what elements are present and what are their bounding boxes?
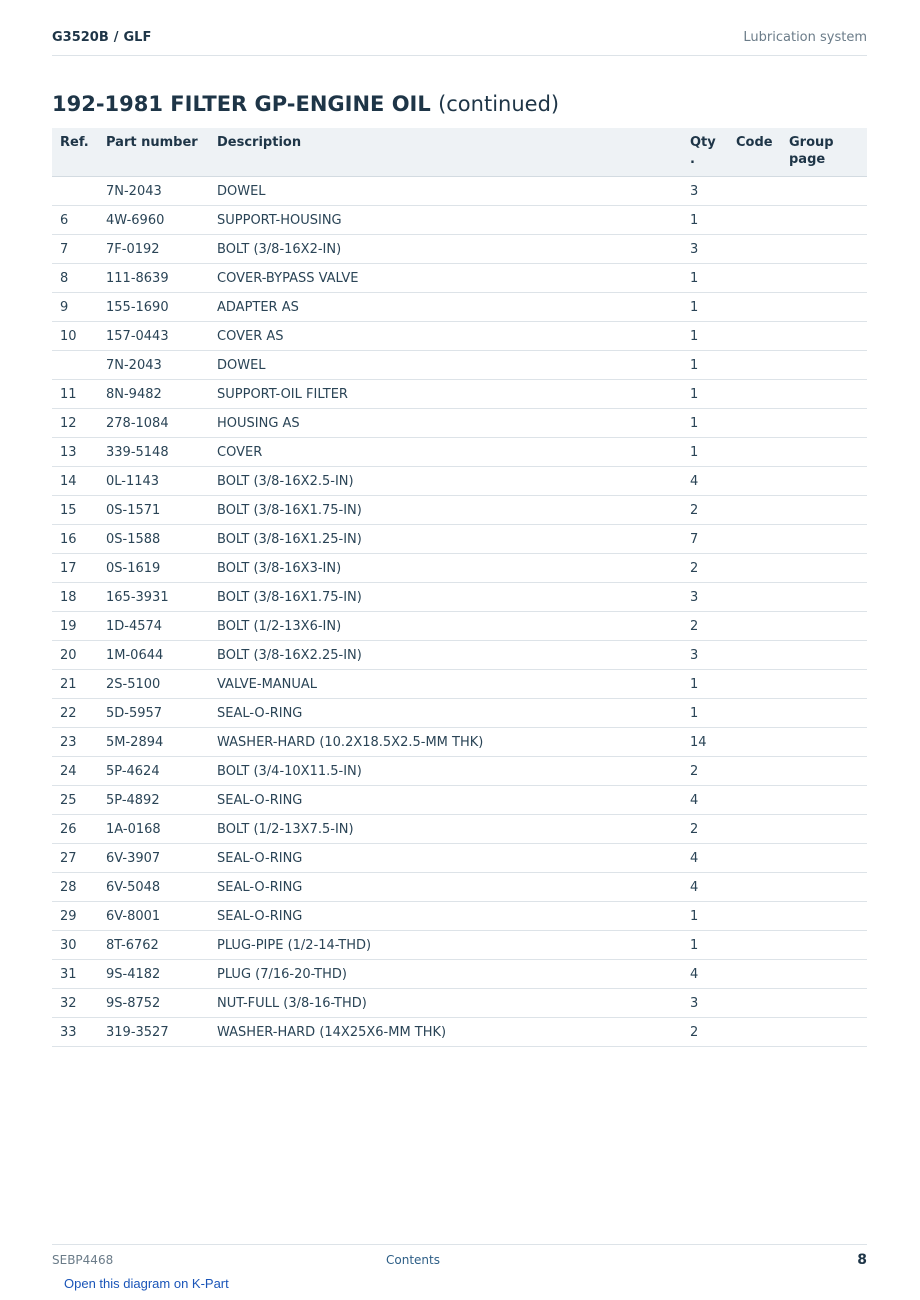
table-row (52, 409, 867, 438)
table-row (52, 525, 867, 554)
page-header (52, 28, 867, 56)
table-row (52, 757, 867, 786)
code-cell (728, 989, 781, 1018)
description-cell: BOLT (3/4-10X11.5-IN) (209, 757, 682, 786)
description-cell: BOLT (1/2-13X7.5-IN) (209, 815, 682, 844)
ref-cell: 23 (52, 728, 98, 757)
description-cell: DOWEL (209, 351, 682, 380)
ref-cell: 32 (52, 989, 98, 1018)
part-number-cell: 1M-0644 (98, 641, 209, 670)
group-page-cell (781, 351, 867, 380)
section-name: Lubrication system (743, 30, 867, 45)
part-number-cell: 9S-4182 (98, 960, 209, 989)
code-cell (728, 554, 781, 583)
qty-cell: 1 (682, 438, 728, 467)
part-number-cell: 5D-5957 (98, 699, 209, 728)
code-cell (728, 380, 781, 409)
description-cell: COVER AS (209, 322, 682, 351)
table-row (52, 380, 867, 409)
ref-cell: 25 (52, 786, 98, 815)
column-header-group-page: Group page (781, 128, 867, 177)
code-cell (728, 641, 781, 670)
group-page-cell (781, 206, 867, 235)
part-number-cell: 5P-4892 (98, 786, 209, 815)
qty-cell: 2 (682, 1018, 728, 1047)
description-cell: SEAL-O-RING (209, 844, 682, 873)
description-cell: WASHER-HARD (10.2X18.5X2.5-MM THK) (209, 728, 682, 757)
code-cell (728, 815, 781, 844)
description-cell: SEAL-O-RING (209, 873, 682, 902)
qty-cell: 3 (682, 583, 728, 612)
description-cell: BOLT (3/8-16X3-IN) (209, 554, 682, 583)
table-row (52, 293, 867, 322)
group-page-cell (781, 554, 867, 583)
description-cell: SEAL-O-RING (209, 902, 682, 931)
column-header-description: Description (209, 128, 682, 177)
group-page-cell (781, 989, 867, 1018)
group-page-cell (781, 467, 867, 496)
column-header-code: Code (728, 128, 781, 177)
qty-cell: 1 (682, 322, 728, 351)
table-row (52, 1018, 867, 1047)
group-page-cell (781, 380, 867, 409)
ref-cell: 13 (52, 438, 98, 467)
code-cell (728, 786, 781, 815)
table-row (52, 699, 867, 728)
table-row (52, 873, 867, 902)
group-page-cell (781, 177, 867, 206)
part-number-cell: 5P-4624 (98, 757, 209, 786)
table-row (52, 235, 867, 264)
code-cell (728, 757, 781, 786)
table-row (52, 670, 867, 699)
ref-cell: 10 (52, 322, 98, 351)
table-row (52, 264, 867, 293)
ref-cell: 26 (52, 815, 98, 844)
description-cell: COVER-BYPASS VALVE (209, 264, 682, 293)
code-cell (728, 206, 781, 235)
table-row (52, 786, 867, 815)
group-page-cell (781, 786, 867, 815)
qty-cell: 7 (682, 525, 728, 554)
group-page-cell (781, 525, 867, 554)
part-number-cell: 6V-3907 (98, 844, 209, 873)
code-cell (728, 931, 781, 960)
ref-cell: 21 (52, 670, 98, 699)
group-page-cell (781, 670, 867, 699)
qty-cell: 4 (682, 467, 728, 496)
part-number-cell: 155-1690 (98, 293, 209, 322)
ref-cell: 33 (52, 1018, 98, 1047)
qty-cell: 4 (682, 873, 728, 902)
description-cell: BOLT (3/8-16X2.5-IN) (209, 467, 682, 496)
model-name: G3520B (52, 30, 109, 45)
table-row (52, 583, 867, 612)
group-page-cell (781, 293, 867, 322)
table-row (52, 177, 867, 206)
qty-cell: 2 (682, 612, 728, 641)
code-cell (728, 960, 781, 989)
table-row (52, 844, 867, 873)
code-cell (728, 409, 781, 438)
qty-cell: 1 (682, 902, 728, 931)
column-header-qty: Qty . (682, 128, 728, 177)
table-row (52, 960, 867, 989)
description-cell: PLUG-PIPE (1/2-14-THD) (209, 931, 682, 960)
group-page-cell (781, 612, 867, 641)
qty-cell: 1 (682, 931, 728, 960)
table-row (52, 496, 867, 525)
qty-cell: 2 (682, 757, 728, 786)
qty-cell: 1 (682, 409, 728, 438)
column-header-part-number: Part number (98, 128, 209, 177)
ref-cell: 11 (52, 380, 98, 409)
page-title-suffix: (continued) (438, 92, 560, 116)
description-cell: PLUG (7/16-20-THD) (209, 960, 682, 989)
table-row (52, 467, 867, 496)
ref-cell: 19 (52, 612, 98, 641)
group-page-cell (781, 1018, 867, 1047)
qty-cell: 1 (682, 293, 728, 322)
table-row (52, 322, 867, 351)
code-cell (728, 699, 781, 728)
table-row (52, 641, 867, 670)
qty-cell: 2 (682, 815, 728, 844)
group-page-cell (781, 409, 867, 438)
table-row (52, 815, 867, 844)
ref-cell: 16 (52, 525, 98, 554)
qty-cell: 2 (682, 496, 728, 525)
part-number-cell: 278-1084 (98, 409, 209, 438)
code-cell (728, 177, 781, 206)
description-cell: BOLT (3/8-16X2-IN) (209, 235, 682, 264)
parts-table-body (52, 177, 867, 1047)
qty-cell: 1 (682, 206, 728, 235)
ref-cell: 20 (52, 641, 98, 670)
qty-cell: 1 (682, 670, 728, 699)
code-cell (728, 728, 781, 757)
part-number-cell: 7N-2043 (98, 177, 209, 206)
code-cell (728, 467, 781, 496)
description-cell: WASHER-HARD (14X25X6-MM THK) (209, 1018, 682, 1047)
page-title (52, 88, 559, 120)
part-number-cell: 0S-1588 (98, 525, 209, 554)
ref-cell: 24 (52, 757, 98, 786)
ref-cell (52, 177, 98, 206)
description-cell: NUT-FULL (3/8-16-THD) (209, 989, 682, 1018)
part-number-cell: 9S-8752 (98, 989, 209, 1018)
group-page-cell (781, 264, 867, 293)
description-cell: DOWEL (209, 177, 682, 206)
code-cell (728, 264, 781, 293)
ref-cell: 18 (52, 583, 98, 612)
group-page-cell (781, 844, 867, 873)
ref-cell: 8 (52, 264, 98, 293)
table-row (52, 206, 867, 235)
qty-cell: 1 (682, 699, 728, 728)
description-cell: ADAPTER AS (209, 293, 682, 322)
ref-cell: 6 (52, 206, 98, 235)
code-cell (728, 844, 781, 873)
group-page-cell (781, 699, 867, 728)
qty-cell: 3 (682, 641, 728, 670)
group-page-cell (781, 728, 867, 757)
qty-cell: 3 (682, 989, 728, 1018)
part-number-cell: 8N-9482 (98, 380, 209, 409)
part-number-cell: 8T-6762 (98, 931, 209, 960)
part-number-cell: 4W-6960 (98, 206, 209, 235)
ref-cell (52, 351, 98, 380)
code-cell (728, 496, 781, 525)
qty-cell: 2 (682, 554, 728, 583)
group-page-cell (781, 902, 867, 931)
part-number-cell: 5M-2894 (98, 728, 209, 757)
part-number-cell: 0S-1571 (98, 496, 209, 525)
part-number-cell: 6V-8001 (98, 902, 209, 931)
description-cell: SEAL-O-RING (209, 786, 682, 815)
code-cell (728, 438, 781, 467)
ref-cell: 30 (52, 931, 98, 960)
ref-cell: 9 (52, 293, 98, 322)
description-cell: BOLT (3/8-16X2.25-IN) (209, 641, 682, 670)
group-page-cell (781, 496, 867, 525)
group-page-cell (781, 931, 867, 960)
ref-cell: 14 (52, 467, 98, 496)
part-number-cell: 111-8639 (98, 264, 209, 293)
ref-cell: 15 (52, 496, 98, 525)
document-code: SEBP4468 (52, 1253, 114, 1267)
description-cell: HOUSING AS (209, 409, 682, 438)
code-cell (728, 322, 781, 351)
part-number-cell: 1A-0168 (98, 815, 209, 844)
ref-cell: 27 (52, 844, 98, 873)
page-number: 8 (857, 1252, 867, 1268)
code-cell (728, 583, 781, 612)
part-number-cell: 6V-5048 (98, 873, 209, 902)
part-number-cell: 157-0443 (98, 322, 209, 351)
ref-cell: 7 (52, 235, 98, 264)
table-row (52, 931, 867, 960)
qty-cell: 4 (682, 786, 728, 815)
model-label (52, 30, 151, 45)
qty-cell: 1 (682, 380, 728, 409)
ref-cell: 12 (52, 409, 98, 438)
description-cell: BOLT (3/8-16X1.75-IN) (209, 583, 682, 612)
part-number-cell: 2S-5100 (98, 670, 209, 699)
ref-cell: 22 (52, 699, 98, 728)
group-page-cell (781, 322, 867, 351)
table-row (52, 728, 867, 757)
description-cell: SEAL-O-RING (209, 699, 682, 728)
code-cell (728, 351, 781, 380)
parts-table (52, 128, 867, 1047)
contents-link[interactable]: Contents (386, 1253, 440, 1267)
ref-cell: 31 (52, 960, 98, 989)
group-page-cell (781, 960, 867, 989)
group-page-cell (781, 438, 867, 467)
qty-cell: 1 (682, 264, 728, 293)
table-row (52, 351, 867, 380)
part-number-cell: 1D-4574 (98, 612, 209, 641)
part-number-cell: 7N-2043 (98, 351, 209, 380)
part-number-cell: 7F-0192 (98, 235, 209, 264)
qty-cell: 3 (682, 235, 728, 264)
open-diagram-kpart-link[interactable]: Open this diagram on K-Part (64, 1276, 229, 1291)
table-row (52, 438, 867, 467)
description-cell: COVER (209, 438, 682, 467)
part-number-cell: 319-3527 (98, 1018, 209, 1047)
description-cell: VALVE-MANUAL (209, 670, 682, 699)
code-cell (728, 902, 781, 931)
ref-cell: 28 (52, 873, 98, 902)
group-page-cell (781, 815, 867, 844)
group-page-cell (781, 757, 867, 786)
page-footer (52, 1244, 867, 1275)
description-cell: BOLT (3/8-16X1.25-IN) (209, 525, 682, 554)
group-page-cell (781, 235, 867, 264)
code-cell (728, 525, 781, 554)
group-page-cell (781, 583, 867, 612)
part-number-cell: 339-5148 (98, 438, 209, 467)
qty-cell: 4 (682, 844, 728, 873)
description-cell: BOLT (3/8-16X1.75-IN) (209, 496, 682, 525)
group-page-cell (781, 641, 867, 670)
code-cell (728, 1018, 781, 1047)
table-header-row (52, 128, 867, 177)
code-cell (728, 235, 781, 264)
qty-cell: 1 (682, 351, 728, 380)
qty-cell: 3 (682, 177, 728, 206)
ref-cell: 17 (52, 554, 98, 583)
model-separator: / (113, 30, 119, 45)
page-title-main: 192-1981 FILTER GP-ENGINE OIL (52, 92, 431, 116)
group-page-cell (781, 873, 867, 902)
code-cell (728, 873, 781, 902)
code-cell (728, 612, 781, 641)
table-row (52, 902, 867, 931)
ref-cell: 29 (52, 902, 98, 931)
qty-cell: 14 (682, 728, 728, 757)
table-row (52, 612, 867, 641)
description-cell: SUPPORT-HOUSING (209, 206, 682, 235)
code-cell (728, 293, 781, 322)
table-row (52, 554, 867, 583)
part-number-cell: 0L-1143 (98, 467, 209, 496)
description-cell: BOLT (1/2-13X6-IN) (209, 612, 682, 641)
description-cell: SUPPORT-OIL FILTER (209, 380, 682, 409)
code-cell (728, 670, 781, 699)
qty-cell: 4 (682, 960, 728, 989)
table-row (52, 989, 867, 1018)
column-header-ref: Ref. (52, 128, 98, 177)
part-number-cell: 165-3931 (98, 583, 209, 612)
model-variant: GLF (123, 30, 152, 45)
part-number-cell: 0S-1619 (98, 554, 209, 583)
